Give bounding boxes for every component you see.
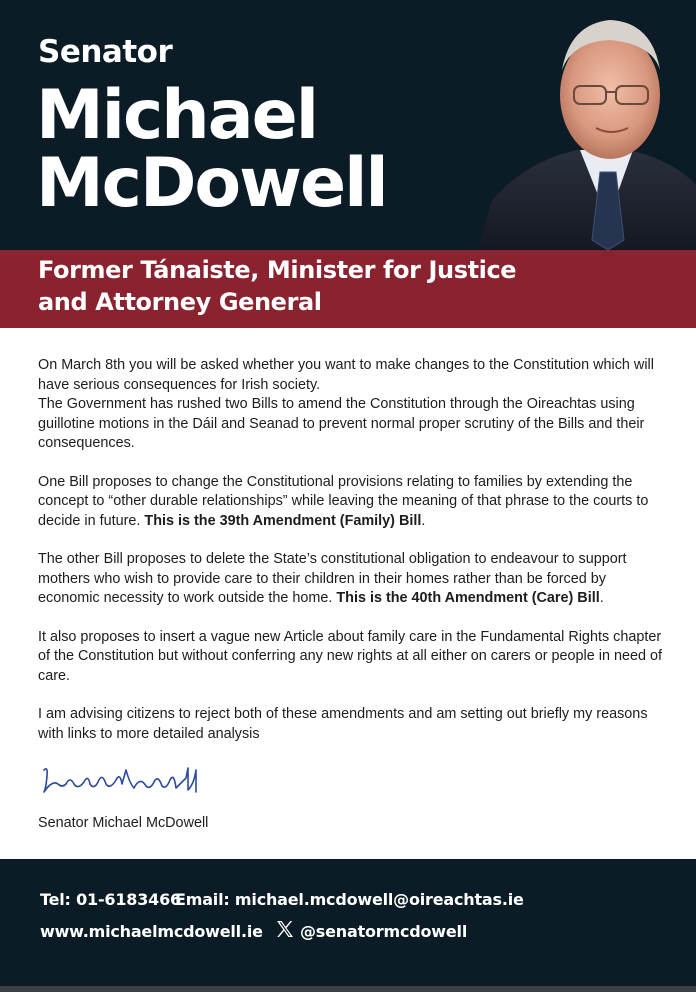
paragraph-4: It also proposes to insert a vague new Article about family care in the Fundamental Rights chapter of the Constitution but without conferring any new rights at all either on carers or people in need of care. — [38, 628, 662, 684]
paragraph-1 — [38, 356, 668, 454]
bottom-strip — [0, 986, 696, 992]
x-handle-link[interactable]: @senatormcdowell — [300, 922, 468, 941]
title-prefix: Senator — [38, 34, 173, 70]
paragraph-5: I am advising citizens to reject both of these amendments and am setting out briefly my reasons with links to more detailed analysis — [38, 706, 648, 742]
handwritten-signature — [38, 762, 206, 802]
signer-name: Senator Michael McDowell — [38, 815, 209, 831]
banner-line-2: and Attorney General — [38, 288, 322, 316]
header-section — [0, 0, 696, 250]
paragraph-3: The other Bill proposes to delete the State’s constitutional obligation to endeavour to support mothers who wish to provide care to their children in their homes rather than be forced by economic necessity to work outside the home. This is the 40th Amendment (Care) Bill. — [38, 551, 627, 606]
banner-line-1: Former Tánaiste, Minister for Justice — [38, 256, 517, 284]
care-bill-highlight: This is the 40th Amendment (Care) Bill — [336, 590, 600, 606]
paragraph-1a: On March 8th you will be asked whether you want to make changes to the Constitution which will have serious consequences for Irish society. — [38, 357, 654, 393]
paragraph-1b: The Government has rushed two Bills to amend the Constitution through the Oireachtas using guillotine motions in the Dáil and Seanad to prevent normal proper scrutiny of the Bills and their consequences. — [38, 396, 645, 451]
family-bill-highlight: This is the 39th Amendment (Family) Bill — [144, 512, 422, 529]
senator-portrait — [468, 0, 696, 250]
phone-number[interactable]: Tel: 01-6183466 — [40, 890, 181, 909]
paragraph-2: One Bill proposes to change the Constitutional provisions relating to families by extending the concept to “other durable relationships” while leaving the meaning of that phrase to the courts to decide in future. This is the 39th Amendment (Family) Bill. — [38, 473, 649, 529]
first-name: Michael — [36, 76, 318, 155]
x-logo-icon — [276, 920, 294, 938]
letter-body — [38, 356, 668, 763]
website-link[interactable]: www.michaelmcdowell.ie — [40, 922, 263, 941]
last-name: McDowell — [36, 144, 387, 223]
email-address[interactable]: Email: michael.mcdowell@oireachtas.ie — [175, 890, 524, 909]
